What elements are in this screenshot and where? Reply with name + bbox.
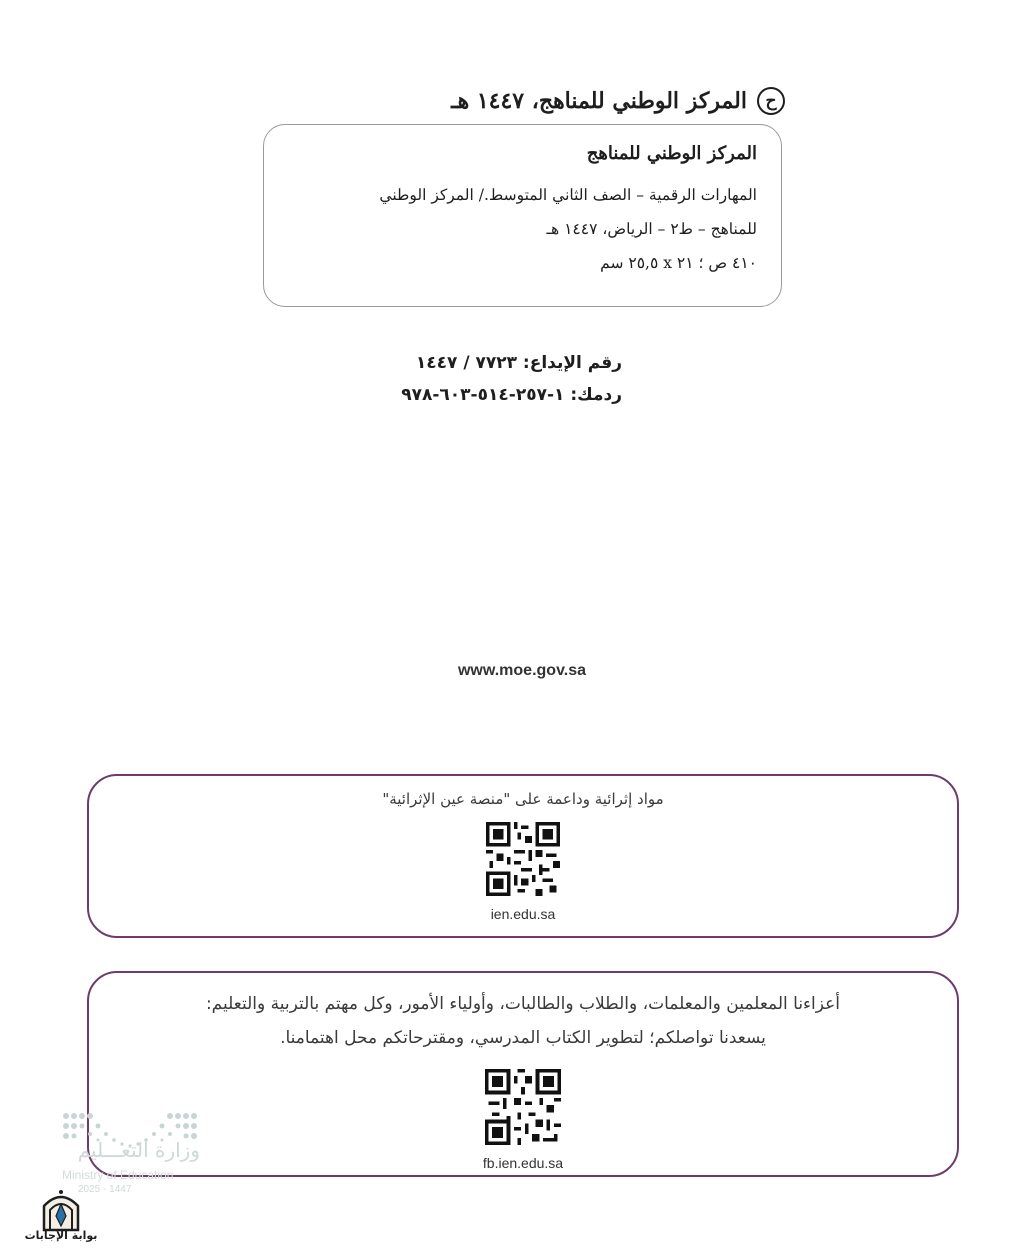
qr-label: fb.ien.edu.sa (482, 1155, 564, 1171)
cataloging-title: المركز الوطني للمناهج (586, 143, 757, 164)
enrichment-text: مواد إثرائية وداعمة على "منصة عين الإثرائية" (382, 790, 664, 808)
copyright-text: المركز الوطني للمناهج، ١٤٤٧ هـ (451, 88, 747, 114)
ministry-arabic-name: وزارة التعـــليم (77, 1138, 200, 1162)
cataloging-line: المهارات الرقمية – الصف الثاني المتوسط./ المركز الوطني (379, 186, 757, 204)
deposit-info (400, 347, 622, 411)
feedback-text-line: يسعدنا تواصلكم؛ لتطوير الكتاب المدرسي، ومقترحاتكم محل اهتمامنا. (280, 1028, 766, 1048)
portal-building-icon (40, 1186, 82, 1232)
copyright-symbol: ح (757, 87, 785, 115)
enrichment-panel (87, 774, 959, 938)
website-link[interactable]: www.moe.gov.sa (457, 662, 587, 679)
isbn: ردمك: ١-٢٥٧-٥١٤-٦٠٣-٩٧٨ (401, 385, 622, 405)
feedback-panel (87, 971, 959, 1177)
qr-code-icon[interactable] (486, 822, 560, 896)
cataloging-line: ٤١٠ ص ؛ ٢١ x ٢٥,٥ سم (600, 254, 757, 272)
qr-code-icon[interactable] (485, 1069, 561, 1145)
ministry-year: 2025 - 1447 (78, 1184, 132, 1195)
copyright-heading (440, 82, 785, 120)
cataloging-line: للمناهج – ط٢ – الرياض، ١٤٤٧ هـ (546, 220, 757, 238)
cataloging-box (263, 124, 782, 307)
portal-label: بوابة الإجابات (24, 1229, 98, 1242)
qr-label: ien.edu.sa (490, 906, 556, 922)
deposit-number: رقم الإيداع: ٧٧٢٣ / ١٤٤٧ (415, 353, 622, 373)
feedback-text-line: أعزاءنا المعلمين والمعلمات، والطلاب والطالبات، وأولياء الأمور، وكل مهتم بالتربية والتعليم: (205, 994, 841, 1014)
ministry-english-name: Ministry of Education (62, 1168, 174, 1182)
